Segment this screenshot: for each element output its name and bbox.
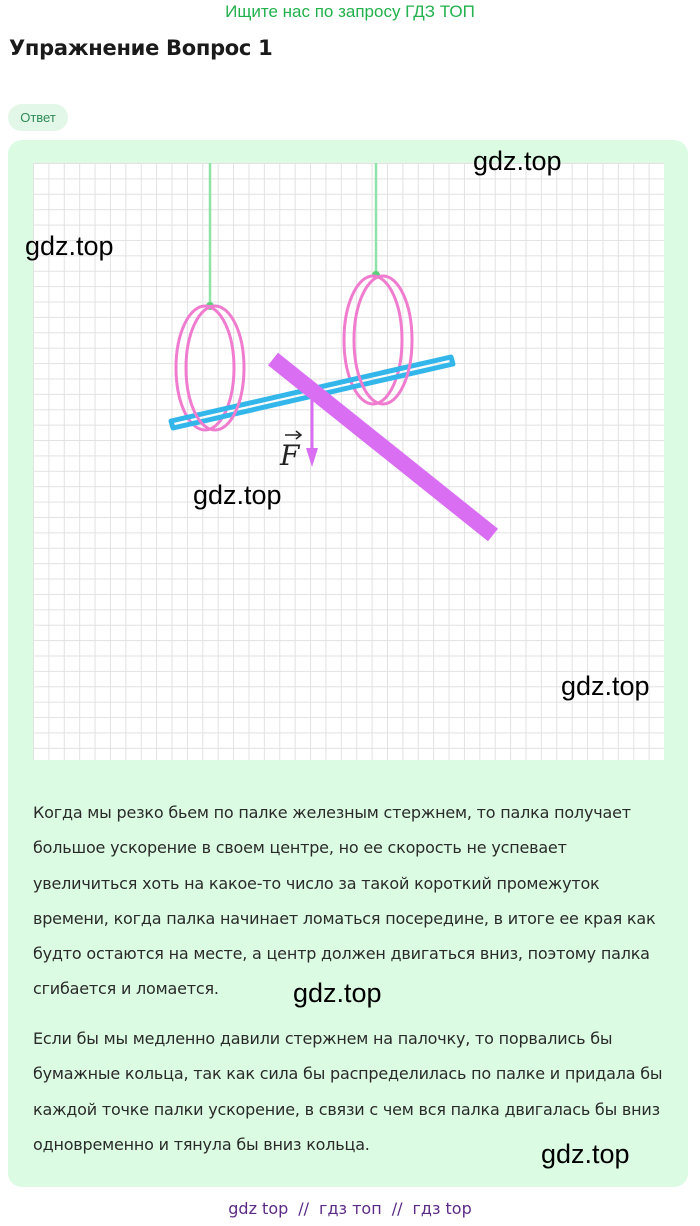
watermark: gdz.top xyxy=(25,231,114,261)
search-hint-banner: Ищите нас по запросу ГДЗ ТОП xyxy=(225,2,475,21)
watermark: gdz.top xyxy=(293,978,382,1008)
footer-link-gdz-top-ru[interactable]: гдз топ xyxy=(319,1199,382,1218)
footer-link-gdz-top[interactable]: gdz top xyxy=(228,1199,289,1218)
tab-answer[interactable]: Ответ xyxy=(8,104,68,131)
footer-links xyxy=(0,1199,700,1225)
force-label: F xyxy=(280,439,300,472)
watermark: gdz.top xyxy=(193,480,282,510)
page-title: Упражнение Вопрос 1 xyxy=(9,36,273,60)
watermark: gdz.top xyxy=(561,671,650,701)
answer-paragraph-2: Если бы мы медленно давили стержнем на палочку, то порвались бы бумажные кольца, так как сила бы распределилась по палке и придала бы каждой точке палки ускорение, в связи с чем вся палка двигалась бы вниз одновременно и тянула бы вниз кольца. xyxy=(33,1029,663,1154)
force-arrow-head xyxy=(306,448,318,467)
iron-rod xyxy=(273,359,493,535)
watermark: gdz.top xyxy=(473,146,562,176)
footer-link-gdz-top-mixed[interactable]: гдз top xyxy=(412,1199,472,1218)
footer-separator: // xyxy=(298,1199,310,1218)
answer-paragraph-1: Когда мы резко бьем по палке железным стержнем, то палка получает большое ускорение в своем центре, но ее скорость не успевает увеличиться хоть на какое-то число за такой короткий промежуток времени, когда палка начинает ломаться посередине, в итоге ее края как будто остаются на месте, а центр должен двигаться вниз, поэтому палка сгибается и ломается. xyxy=(33,803,656,999)
watermark: gdz.top xyxy=(541,1139,630,1169)
footer-separator: // xyxy=(391,1199,403,1218)
